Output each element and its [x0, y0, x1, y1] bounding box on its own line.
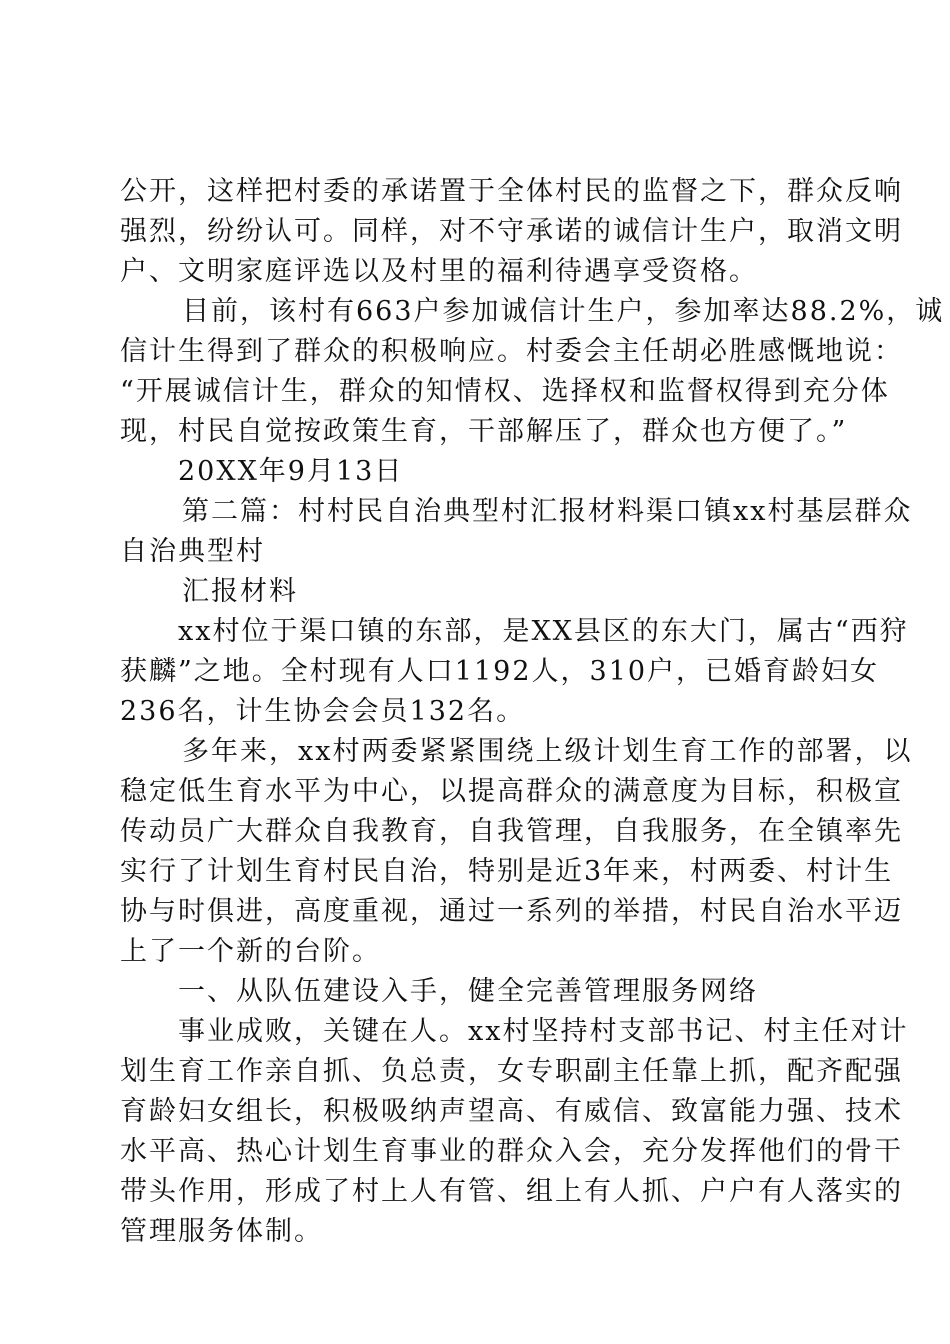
heading-line: 一、从队伍建设入手，健全完善管理服务网络	[178, 976, 758, 1007]
text-line: 事业成败，关键在人。xx村坚持村支部书记、村主任对计	[178, 1016, 909, 1047]
text-line: 传动员广大群众自我教育，自我管理，自我服务，在全镇率先	[120, 816, 903, 847]
section-subtitle: 汇报材料	[182, 576, 298, 607]
text-line: 多年来，xx村两委紧紧围绕上级计划生育工作的部署，以	[182, 736, 913, 767]
text-line: 带头作用，形成了村上人有管、组上有人抓、户户有人落实的	[120, 1176, 903, 1207]
text-line: 上了一个新的台阶。	[120, 936, 381, 967]
text-line: 强烈，纷纷认可。同样，对不守承诺的诚信计生户，取消文明	[120, 216, 903, 247]
text-line: 信计生得到了群众的积极响应。村委会主任胡必胜感慨地说：	[120, 336, 903, 367]
text-line: 协与时俱进，高度重视，通过一系列的举措，村民自治水平迈	[120, 896, 903, 927]
text-line: xx村位于渠口镇的东部，是XX县区的东大门，属古“西狩	[178, 616, 909, 647]
text-line: 育龄妇女组长，积极吸纳声望高、有威信、致富能力强、技术	[120, 1096, 903, 1127]
text-line: 236名，计生协会会员132名。	[120, 696, 526, 727]
text-line: 现，村民自觉按政策生育，干部解压了，群众也方便了。”	[120, 416, 848, 447]
text-line: “开展诚信计生，群众的知情权、选择权和监督权得到充分体	[120, 376, 890, 407]
section-title: 第二篇：村村民自治典型村汇报材料渠口镇xx村基层群众	[182, 496, 913, 527]
text-line: 获麟”之地。全村现有人口1192人，310户，已婚育龄妇女	[120, 656, 880, 687]
text-line: 水平高、热心计划生育事业的群众入会，充分发挥他们的骨干	[120, 1136, 903, 1167]
text-line: 目前，该村有663户参加诚信计生户，参加率达88.2%，诚	[182, 296, 945, 327]
date-line: 20XX年9月13日	[178, 456, 404, 487]
text-line: 户、文明家庭评选以及村里的福利待遇享受资格。	[120, 256, 758, 287]
text-line: 管理服务体制。	[120, 1216, 323, 1247]
text-line: 稳定低生育水平为中心，以提高群众的满意度为目标，积极宣	[120, 776, 903, 807]
text-line: 公开，这样把村委的承诺置于全体村民的监督之下，群众反响	[120, 176, 903, 207]
section-title: 自治典型村	[120, 536, 265, 567]
text-line: 实行了计划生育村民自治，特别是近3年来，村两委、村计生	[120, 856, 894, 887]
text-line: 划生育工作亲自抓、负总责，女专职副主任靠上抓，配齐配强	[120, 1056, 903, 1087]
